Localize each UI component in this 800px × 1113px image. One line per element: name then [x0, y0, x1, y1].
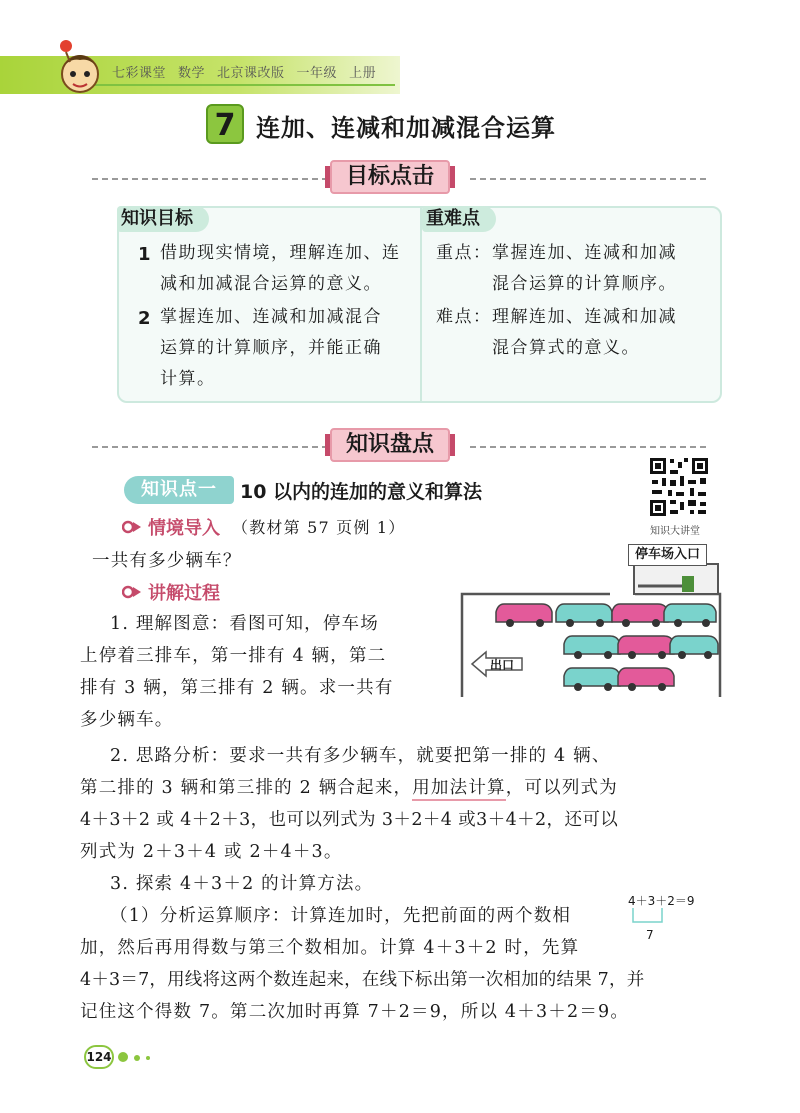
paragraph-line: 列式为 2＋3＋4 或 2＋4＋3。	[80, 842, 343, 862]
mascot-icon	[54, 38, 106, 96]
calculation-partial-result: 7	[646, 928, 654, 942]
paragraph-line: 记住这个得数 7。第二次加时再算 7＋2＝9，所以 4＋3＋2＝9。	[80, 1002, 630, 1022]
objective-line: 借助现实情境，理解连加、连	[160, 243, 401, 263]
objective-line: 运算的计算顺序，并能正确	[160, 338, 382, 358]
knowledge-point-tag: 知识点一	[124, 476, 234, 504]
header-volume: 上册	[349, 66, 377, 81]
paragraph-line: 2. 思路分析：要求一共有多少辆车，就要把第一排的 4 辆、	[110, 746, 611, 766]
paragraph-line: 上停着三排车，第一排有 4 辆，第二	[80, 646, 387, 666]
bullet-icon	[122, 520, 142, 534]
knowledge-point-title: 10 以内的连加的意义和算法	[240, 481, 483, 503]
divider-right	[470, 446, 706, 448]
objective-line: 减和加减混合运算的意义。	[160, 274, 382, 294]
car-icon	[564, 668, 620, 691]
car-icon	[496, 604, 552, 627]
objective-number: 2	[138, 308, 151, 329]
calculation-diagram-expression: 4＋3＋2＝9	[628, 894, 695, 908]
car-icon	[670, 636, 718, 659]
parking-lot-illustration	[460, 542, 722, 702]
header-grade: 一年级	[296, 66, 338, 81]
key-points-tag: 重难点	[422, 206, 496, 232]
paragraph-segment: ，可以列式为	[505, 778, 618, 798]
car-icon	[612, 604, 668, 627]
qr-code-icon[interactable]	[648, 456, 710, 518]
explanation-heading: 讲解过程	[148, 583, 220, 604]
car-icon	[564, 636, 620, 659]
paragraph-line: 4＋3＝7，用线将这两个数连起来，在线下标出第一次相加的结果 7，并	[80, 970, 645, 990]
parking-exit-sign: 出口	[490, 658, 515, 672]
paragraph-line: 加，然后再用得数与第三个数相加。计算 4＋3＋2 时，先算	[80, 938, 580, 958]
page-dot	[134, 1055, 140, 1061]
objective-line: 掌握连加、连减和加减混合	[160, 307, 382, 327]
page-number: 124	[84, 1045, 114, 1069]
key-point-line: 混合运算的计算顺序。	[492, 274, 677, 294]
paragraph-line: （1）分析运算顺序：计算连加时，先把前面的两个数相	[110, 906, 572, 926]
difficulty-line: 混合算式的意义。	[492, 338, 640, 358]
paragraph-line	[80, 774, 618, 799]
header-edition: 北京课改版	[217, 66, 285, 81]
section-title-goals: 目标点击	[330, 160, 450, 194]
header-breadcrumb	[112, 62, 388, 81]
parking-entrance-sign: 停车场入口	[628, 544, 707, 566]
knowledge-goal-tag: 知识目标	[117, 206, 209, 232]
divider-right	[470, 178, 706, 180]
paragraph-segment: 第二排的 3 辆和第三排的 2 辆合起来，	[80, 778, 413, 798]
car-icon	[618, 636, 674, 659]
situation-question: 一共有多少辆车？	[92, 551, 242, 571]
key-point-line: 掌握连加、连减和加减	[492, 243, 677, 263]
difficulty-line: 理解连加、连减和加减	[492, 307, 677, 327]
situation-heading: 情境导入	[148, 518, 220, 539]
qr-code-label: 知识大讲堂	[650, 526, 700, 537]
key-point-tag: 重点：	[436, 243, 492, 263]
situation-reference: （教材第 57 页例 1）	[232, 518, 406, 537]
page-dot	[146, 1056, 150, 1060]
header-series: 七彩课堂	[112, 66, 167, 81]
paragraph-line: 4＋3＋2 或 4＋2＋3，也可以列式为 3＋2＋4 或3＋4＋2，还可以	[80, 810, 619, 830]
car-icon	[556, 604, 612, 627]
header-subject: 数学	[178, 66, 206, 81]
paragraph-line: 3. 探索 4＋3＋2 的计算方法。	[110, 874, 374, 894]
bullet-icon	[122, 585, 142, 599]
divider-left	[92, 446, 328, 448]
chapter-number: 7	[206, 104, 244, 144]
page-dot	[118, 1052, 128, 1062]
car-icon	[618, 668, 674, 691]
highlighted-phrase: 用加法计算	[412, 778, 506, 801]
paragraph-line: 1. 理解图意：看图可知，停车场	[110, 614, 379, 634]
chapter-title: 连加、连减和加减混合运算	[256, 114, 556, 142]
objective-line: 计算。	[160, 369, 216, 389]
paragraph-line: 排有 3 辆，第三排有 2 辆。求一共有	[80, 678, 394, 698]
objective-number: 1	[138, 244, 151, 265]
paragraph-line: 多少辆车。	[80, 710, 174, 730]
divider-left	[92, 178, 328, 180]
header-underline	[90, 84, 395, 86]
difficulty-tag: 难点：	[436, 307, 492, 327]
section-title-knowledge: 知识盘点	[330, 428, 450, 462]
objectives-divider	[420, 206, 422, 403]
car-icon	[664, 604, 716, 627]
